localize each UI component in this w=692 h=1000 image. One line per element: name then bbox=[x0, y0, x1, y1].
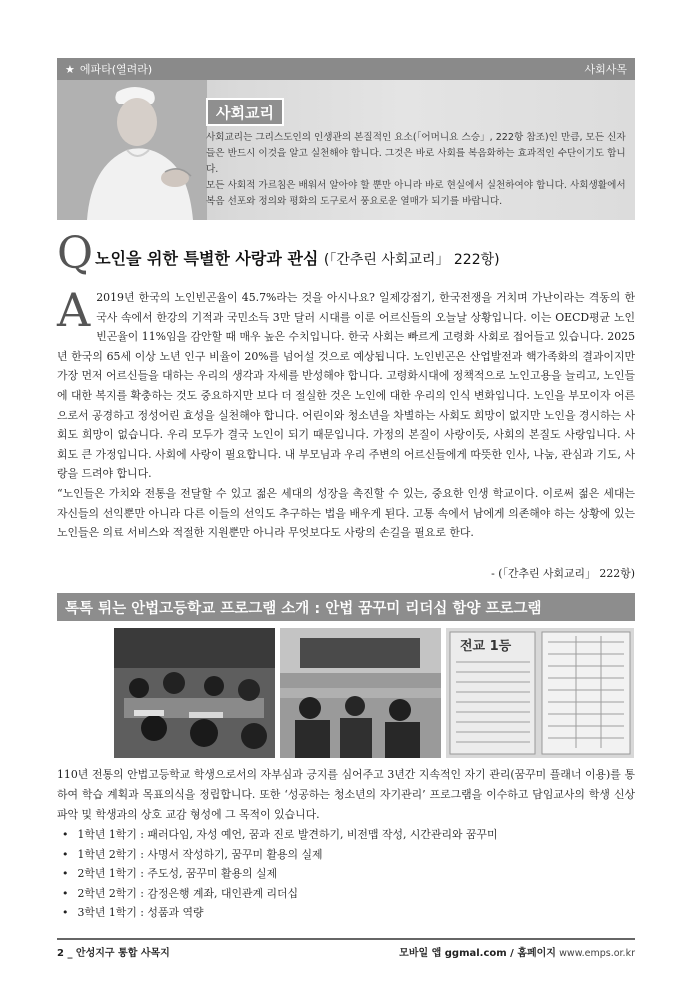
program-section-heading: 톡톡 튀는 안법고등학교 프로그램 소개 : 안법 꿈꾸미 리더십 함양 프로그램 bbox=[57, 593, 635, 621]
answer-body bbox=[57, 283, 635, 543]
question-heading bbox=[57, 228, 635, 279]
list-item-text: 1학년 1학기 : 패러다임, 자성 예언, 꿈과 진로 발견하기, 비전맵 작성, 시간관리와 꿈꾸미 bbox=[77, 828, 498, 841]
section-name: 에파타(열려라) bbox=[79, 63, 153, 76]
star-icon: ★ bbox=[65, 62, 75, 76]
question-source: (「간추린 사회교리」 222항) bbox=[323, 251, 500, 268]
planner-photo bbox=[446, 628, 634, 758]
banner-paragraph: 사회교리는 그리스도인의 인생관의 본질적인 요소(「어머니요 스승」, 222항 참조)인 만큼, 모든 신자들은 반드시 이것을 알고 실천해야 합니다. 그것은 바로 사회를 복음화하는 효과적인 수단이기도 합니다. bbox=[206, 132, 626, 175]
bullet-icon: • bbox=[62, 828, 69, 841]
program-schedule-list bbox=[57, 825, 635, 923]
pope-praying-photo bbox=[57, 80, 207, 220]
banner-paragraph: 모든 사회적 가르침은 배워서 알아야 할 뿐만 아니라 바로 현실에서 실천하여야 합니다. 사회생활에서 복음 선포와 정의와 평화의 도구로서 풍요로운 열매가 되기를 바랍니다. bbox=[206, 180, 626, 207]
program-intro: 110년 전통의 안법고등학교 학생으로서의 자부심과 긍지를 심어주고 3년간 지속적인 자기 관리(꿈꾸미 플래너 이용)를 통하여 학습 계획과 목표의식을 정립합니다. 또한 ‘성공하는 청소년의 자기관리’ 프로그램을 이수하고 담임교사의 학생 신상 파악 및 학생과의 상호 교감 형성에 그 목적이 있습니다. bbox=[57, 768, 635, 821]
question-letter: Q bbox=[57, 228, 94, 279]
footer-links bbox=[399, 944, 635, 959]
quote-source: - (「간추린 사회교리」 222항) bbox=[491, 567, 635, 580]
list-item bbox=[57, 825, 635, 845]
footer-divider bbox=[57, 938, 635, 940]
bullet-icon: • bbox=[62, 906, 69, 919]
intro-banner bbox=[57, 80, 635, 220]
page-footer bbox=[57, 943, 635, 959]
classroom-photo-2 bbox=[280, 628, 441, 758]
list-item bbox=[57, 864, 635, 884]
page-number-publication: 2 _ 안성지구 통합 사목지 bbox=[57, 947, 170, 959]
banner-description bbox=[206, 130, 626, 210]
section-header-bar bbox=[57, 58, 635, 80]
question-title-text: 노인을 위한 특별한 사랑과 관심 bbox=[95, 248, 319, 268]
program-description bbox=[57, 765, 635, 825]
list-item bbox=[57, 903, 635, 923]
list-item-text: 2학년 1학기 : 주도성, 꿈꾸미 활용의 실제 bbox=[77, 867, 278, 880]
section-category: 사회사목 bbox=[584, 63, 627, 76]
bullet-icon: • bbox=[62, 886, 69, 900]
bullet-icon: • bbox=[62, 847, 69, 861]
answer-letter: A bbox=[57, 283, 91, 337]
planner-sign: 전교 1등 bbox=[460, 639, 512, 654]
homepage-link[interactable]: www.emps.or.kr bbox=[559, 947, 635, 959]
list-item-text: 3학년 1학기 : 성품과 역량 bbox=[77, 906, 204, 919]
list-item bbox=[57, 884, 635, 904]
answer-paragraph: 2019년 한국의 노인빈곤율이 45.7%라는 것을 아시나요? 일제강점기, 한국전쟁을 거치며 가난이라는 격동의 한국사 속에서 한강의 기적과 국민소득 3만 달러 시대를 이룬 어르신들의 오늘날 상황입니다. 이는 OECD평균 노인빈곤율이 11%임을 감안할 때 매우 높은 수치입니다. 한국 사회는 빠르게 고령화 사회로 접어들고 있습니다. 2025년 한국의 65세 이상 노년 인구 비율이 20%를 넘어설 것으로 예상됩니다. 노인빈곤은 산업발전과 핵가족화의 결과이지만 가장 먼저 어르신들을 대하는 우리의 생각과 자세를 반성해야 합니다. 고령화시대에 정책적으로 노인고용을 늘리고, 노인들에 대한 복지를 확충하는 것도 중요하지만 보다 더 절실한 것은 노인에 대한 우리의 인식 변화입니다. 노인을 부모이자 어른으로서 공경하고 정성어린 효성을 실천해야 합니다. 어린이와 청소년을 차별하는 사회도 희망이 없지만 노인을 경시하는 사회도 희망이 없습니다. 우리 모두가 결국 노인이 되기 때문입니다. 가정의 본질이 사랑이듯, 사회의 본질도 사랑입니다. 사회도 큰 가정입니다. 사회에 사랑이 필요합니다. 내 부모님과 우리 주변의 어르신들에게 따뜻한 인사, 나눔, 관심과 기도, 사랑을 드려야 합니다. bbox=[57, 291, 635, 481]
answer-quote: “노인들은 가치와 전통을 전달할 수 있고 젊은 세대의 성장을 촉진할 수 있는, 중요한 인생 학교이다. 이로써 젊은 세대는 자신들의 선익뿐만 아니라 다른 이들의 선익도 추구하는 법을 배우게 된다. 고통 속에서 남에게 의존해야 하는 상황에 있는 노인들은 의료 서비스와 적절한 지원뿐만 아니라 무엇보다도 사랑의 손길을 필요로 한다. bbox=[57, 486, 635, 540]
question-title bbox=[95, 240, 500, 269]
footer-app-label: 모바일 앱 ggmal.com / 홈페이지 bbox=[399, 947, 556, 959]
list-item-text: 2학년 2학기 : 감정은행 계좌, 대인관계 리더십 bbox=[77, 886, 299, 900]
list-item-text: 1학년 2학기 : 사명서 작성하기, 꿈꾸미 활용의 실제 bbox=[77, 847, 323, 861]
list-item bbox=[57, 845, 635, 865]
section-header-left bbox=[65, 61, 152, 77]
classroom-photo-1 bbox=[114, 628, 275, 758]
bullet-icon: • bbox=[62, 867, 69, 880]
social-teaching-badge: 사회교리 bbox=[206, 98, 284, 126]
program-photos bbox=[114, 628, 635, 758]
